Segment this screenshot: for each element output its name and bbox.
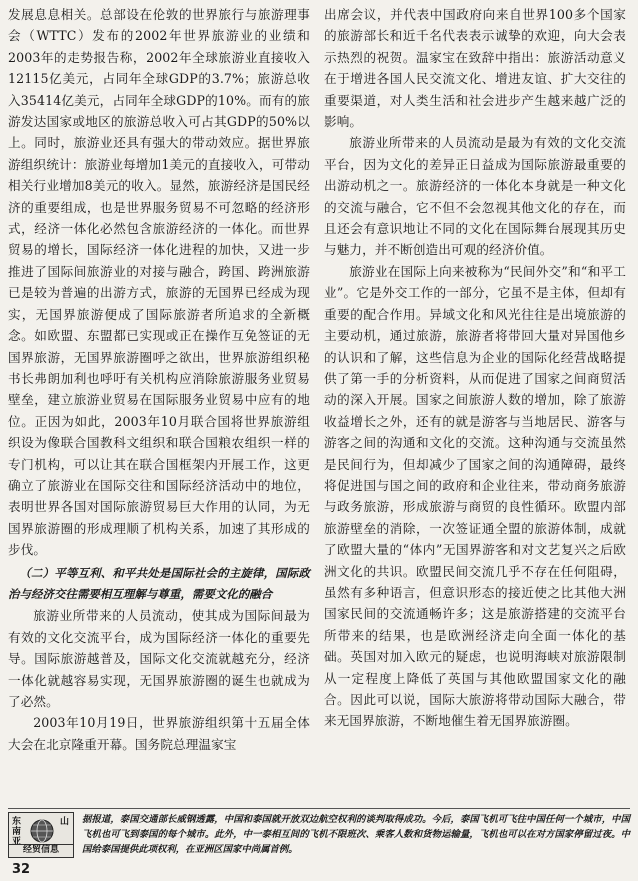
footer-news-box bbox=[8, 812, 630, 860]
body-paragraph: 旅游业所带来的人员流动是最为有效的文化交流平台，因为文化的差异正日益成为国际旅游最重要的出游动机之一。旅游经济的一体化本身就是一种文化的交流与融合，它不但不会忽视其他文化的存在，而且还会有意识地让不同的文化在国际舞台展现其历史与魅力，并不断创造出可观的经济价值。 bbox=[324, 135, 626, 258]
body-paragraph: 出席会议，并代表中国政府向来自世界100多个国家的旅游部长和近千名代表表示诚挚的欢迎，向大会表示热烈的祝贺。温家宝在致辞中指出：旅游活动意义在于增进各国人民交流文化、增进友谊、扩大交往的重要渠道，对人类生活和社会进步产生越来越广泛的影响。 bbox=[324, 7, 626, 130]
footer-divider bbox=[8, 808, 630, 809]
body-paragraph: 发展息息相关。总部设在伦敦的世界旅行与旅游理事会（WTTC）发布的2002年世界旅游业的业绩和2003年的走势报告称，2002年全球旅游业直接收入12115亿美元，占同年全球GDP的3.7%；旅游总收入35414亿美元，占同年全球GDP的10%。而有的旅游发达国家或地区的旅游总收入可占其GDP的50%以上。同时，旅游业还具有强大的带动效应。据世界旅游组织统计：旅游业每增加1美元的直接收入，可带动相关行业增加8美元的收入。显然，旅游经济是国民经济的重要组成，也是世界服务贸易不可忽略的经济形式，经济一体化必然包含旅游经济的一体化。而世界贸易的增长，国际经济一体化进程的加快，又进一步推进了国际间旅游业的对接与融合，跨国、跨洲旅游已是较为普遍的出游方式，旅游的无国界已经成为现实，无国界旅游便成了国际旅游者所追求的全新概念。如欧盟、东盟都已实现或正在操作互免签证的无国界旅游，无国界旅游圈呼之欲出，世界旅游组织秘书长弗朗加利也呼吁有关机构应消除旅游服务业贸易壁垒，建立旅游业贸易在国际服务业贸易中应有的地位。正因为如此，2003年10月联合国将世界旅游组织设为像联合国教科文组织和联合国粮农组织一样的专门机构，可以让其在联合国框架内开展工作，这更确立了旅游业在国际交往和国际经济活动中的地位，表明世界各国对国际旅游贸易巨大作用的认同，为无国界旅游圈的形成理顺了机构关系，加速了其形成的步伐。 bbox=[8, 7, 310, 558]
publication-logo bbox=[8, 812, 74, 858]
left-column bbox=[8, 4, 310, 755]
logo-caption: 经贸信息 bbox=[9, 844, 73, 856]
right-column bbox=[324, 4, 626, 732]
logo-text-right: 山 bbox=[60, 817, 70, 827]
page-number: 32 bbox=[12, 862, 31, 877]
body-paragraph: 旅游业所带来的人员流动，使其成为国际间最为有效的文化交流平台，成为国际经济一体化的重要先导。国际旅游越普及，国际文化交流就越充分，经济一体化就越容易实现，无国界旅游圈的诞生也就成为了必然。 bbox=[8, 608, 310, 709]
news-brief: 据报道，泰国交通部长威钢透露，中国和泰国就开放双边航空权利的谈判取得成功。今后，泰国飞机可飞往中国任何一个城市，中国飞机也可飞到泰国的每个城市。此外，中一泰相互间的飞机不限班次、乘客人数和货物运输量，飞机也可以在对方国家停留过夜。中国给泰国提供此项权利，在亚洲区国家中尚属首例。 bbox=[82, 814, 630, 855]
logo-text-left: 东南亚 bbox=[12, 817, 22, 847]
body-paragraph: 旅游业在国际上向来被称为“民间外交”和“和平工业”。它是外交工作的一部分，它虽不是主体，但却有重要的配合作用。异域文化和风光往往是出境旅游的主要动机，通过旅游，旅游者将带回大量对异国他乡的认识和了解，这些信息为企业的国际化经营战略提供了第一手的分析资料，从而促进了国家之间商贸活动的深入开展。国家之间旅游人数的增加，除了旅游收益增长之外，还有的就是游客与当地居民、游客与游客之间的沟通和文化的交流。这种沟通与交流虽然是民间行为，但却减少了国家之间的沟通障碍，最终将促进国与国之间的政府和企业往来，带动商务旅游与政务旅游，形成旅游与商贸的良性循环。欧盟内部旅游壁垒的消除，一次签证通全盟的旅游体制，成就了欧盟大量的“体内”无国界游客和对文艺复兴之后欧洲文化的共识。欧盟民间交流几乎不存在任何阻碍，虽然有多种语言，但意识形态的接近使之比其他大洲国家民间的交流通畅许多；这是旅游搭建的交流平台所带来的结果，也是欧洲经济走向全面一体化的基础。英国对加入欧元的疑虑，也说明海峡对旅游限制从一定程度上降低了英国与其他欧盟国家文化的融合。因此可以说，国际大旅游将带动国际大融合，带来无国界旅游，不断地催生着无国界旅游圈。 bbox=[324, 263, 626, 729]
globe-icon bbox=[27, 817, 57, 845]
section-heading: （二）平等互利、和平共处是国际社会的主旋律，国际政治与经济交往需要相互理解与尊重，需要文化的融合 bbox=[8, 565, 310, 601]
body-paragraph: 2003年10月19日，世界旅游组织第十五届全体大会在北京隆重开幕。国务院总理温家宝 bbox=[8, 715, 310, 752]
